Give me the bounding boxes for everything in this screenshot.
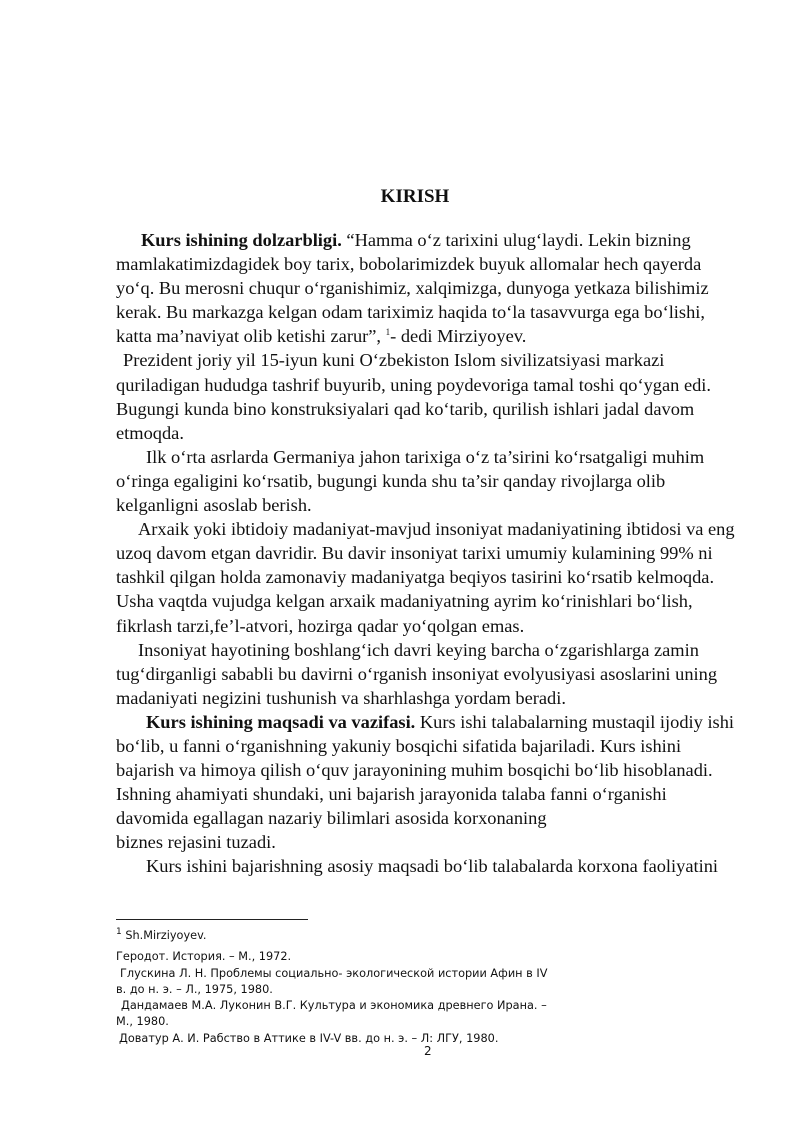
paragraph-germany: Ilk o‘rta asrlarda Germaniya jahon tarixiga o‘z ta’sirini ko‘rsatgaligi muhim o‘ringa egaligini ko‘rsatib, bugungi kunda shu ta’sir qanday rivojlarga olib kelganligni asoslab berish. xyxy=(116,446,705,516)
paragraph-aims-continued: biznes rejasini tuzadi. xyxy=(116,832,276,853)
reference-item: Геродот. История. – М., 1972. xyxy=(116,950,292,964)
paragraph-president: Prezident joriy yil 15-iyun kuni O‘zbekiston Islom sivilizatsiyasi markazi quriladigan hududga tashrif buyurib, uning poydevoriga tamal toshi qo‘ygan edi. Bugungi kunda bino konstruksiyalari qad ko‘tarib, qurilish ishlari jadal davom etmoqda. xyxy=(116,350,712,443)
aims-heading: Kurs ishining maqsadi va vazifasi. xyxy=(146,711,416,732)
paragraph-main-goal: Kurs ishini bajarishning asosiy maqsadi bo‘lib talabalarda korxona faoliyatini xyxy=(146,856,719,877)
relevance-text-end: - dedi Mirziyoyev. xyxy=(390,326,527,347)
footnote-ref-1: 1 xyxy=(385,327,391,338)
paragraph-relevance xyxy=(116,228,743,348)
relevance-heading: Kurs ishining dolzarbligi. xyxy=(141,230,342,250)
reference-item: Глускина Л. Н. Проблемы социально- экологической истории Афин в IV в. до н. э. – Л., 1975, 1980. xyxy=(116,966,548,996)
page-number: 2 xyxy=(424,1044,432,1058)
reference-item: Дандамаев М.А. Луконин В.Г. Культура и экономика древнего Ирана. – М., 1980. xyxy=(116,999,547,1029)
footnote-1 xyxy=(116,928,556,944)
paragraph-aims xyxy=(116,710,743,830)
footnote-separator xyxy=(116,919,308,920)
main-text xyxy=(116,228,743,879)
page-title: KIRISH xyxy=(380,186,450,207)
paragraph-evolution: Insoniyat hayotining boshlang‘ich davri keying barcha o‘zgarishlarga zamin tug‘dirganligi sababli bu davirni o‘rganish insoniyat evolyusiyasi asoslarini uning madaniyati negizini tushunish va sharhlashga yordam beradi. xyxy=(116,639,718,708)
paragraph-archaic: Arxaik yoki ibtidoiy madaniyat-mavjud insoniyat madaniyatining ibtidosi va eng uzoq davom etgan davridir. Bu davir insoniyat tarixi umumiy kulamining 99% ni tashkil qilgan holda zamonaviy madaniyatga beqiyos tasirini ko‘rsatib kelmoqda. Usha vaqtda vujudga kelgan arxaik madaniyatning ayrim ko‘rinishlari bo‘lish, fikrlash tarzi,fe’l-atvori, hozirga qadar yo‘qolgan emas. xyxy=(116,519,735,636)
aims-text: Kurs ishi talabalarning mustaqil ijodiy ishi bo‘lib, u fanni o‘rganishning yakuniy bosqichi sifatida bajariladi. Kurs ishini bajarish va himoya qilish o‘quv jarayonining muhim bosqichi bo‘lib hisoblanadi. Ishning ahamiyati shundaki, uni bajarish jarayonida talaba fanni o‘rganishi davomida egallagan nazariy bilimlari asosida korxonaning xyxy=(116,711,735,829)
relevance-text: “Hamma o‘z tarixini ulug‘laydi. Lekin bizning mamlakatimizdagidek boy tarix, bobolarimizdek buyuk allomalar hech qayerda yo‘q. Bu merosni chuqur o‘rganishimiz, xalqimizga, dunyoga yetkaza bilishimiz kerak. Bu markazga kelgan odam tariximiz haqida to‘la tasavvurga ega bo‘lishi, katta ma’naviyat olib ketishi zarur”, xyxy=(116,230,709,347)
footnote-number: 1 xyxy=(116,927,122,938)
footnote-text: Sh.Mirziyoyev. xyxy=(121,929,207,942)
reference-item: Доватур А. И. Рабство в Аттике в IV-V вв. до н. э. – Л: ЛГУ, 1980. xyxy=(119,1031,499,1045)
footnotes xyxy=(116,928,556,1047)
